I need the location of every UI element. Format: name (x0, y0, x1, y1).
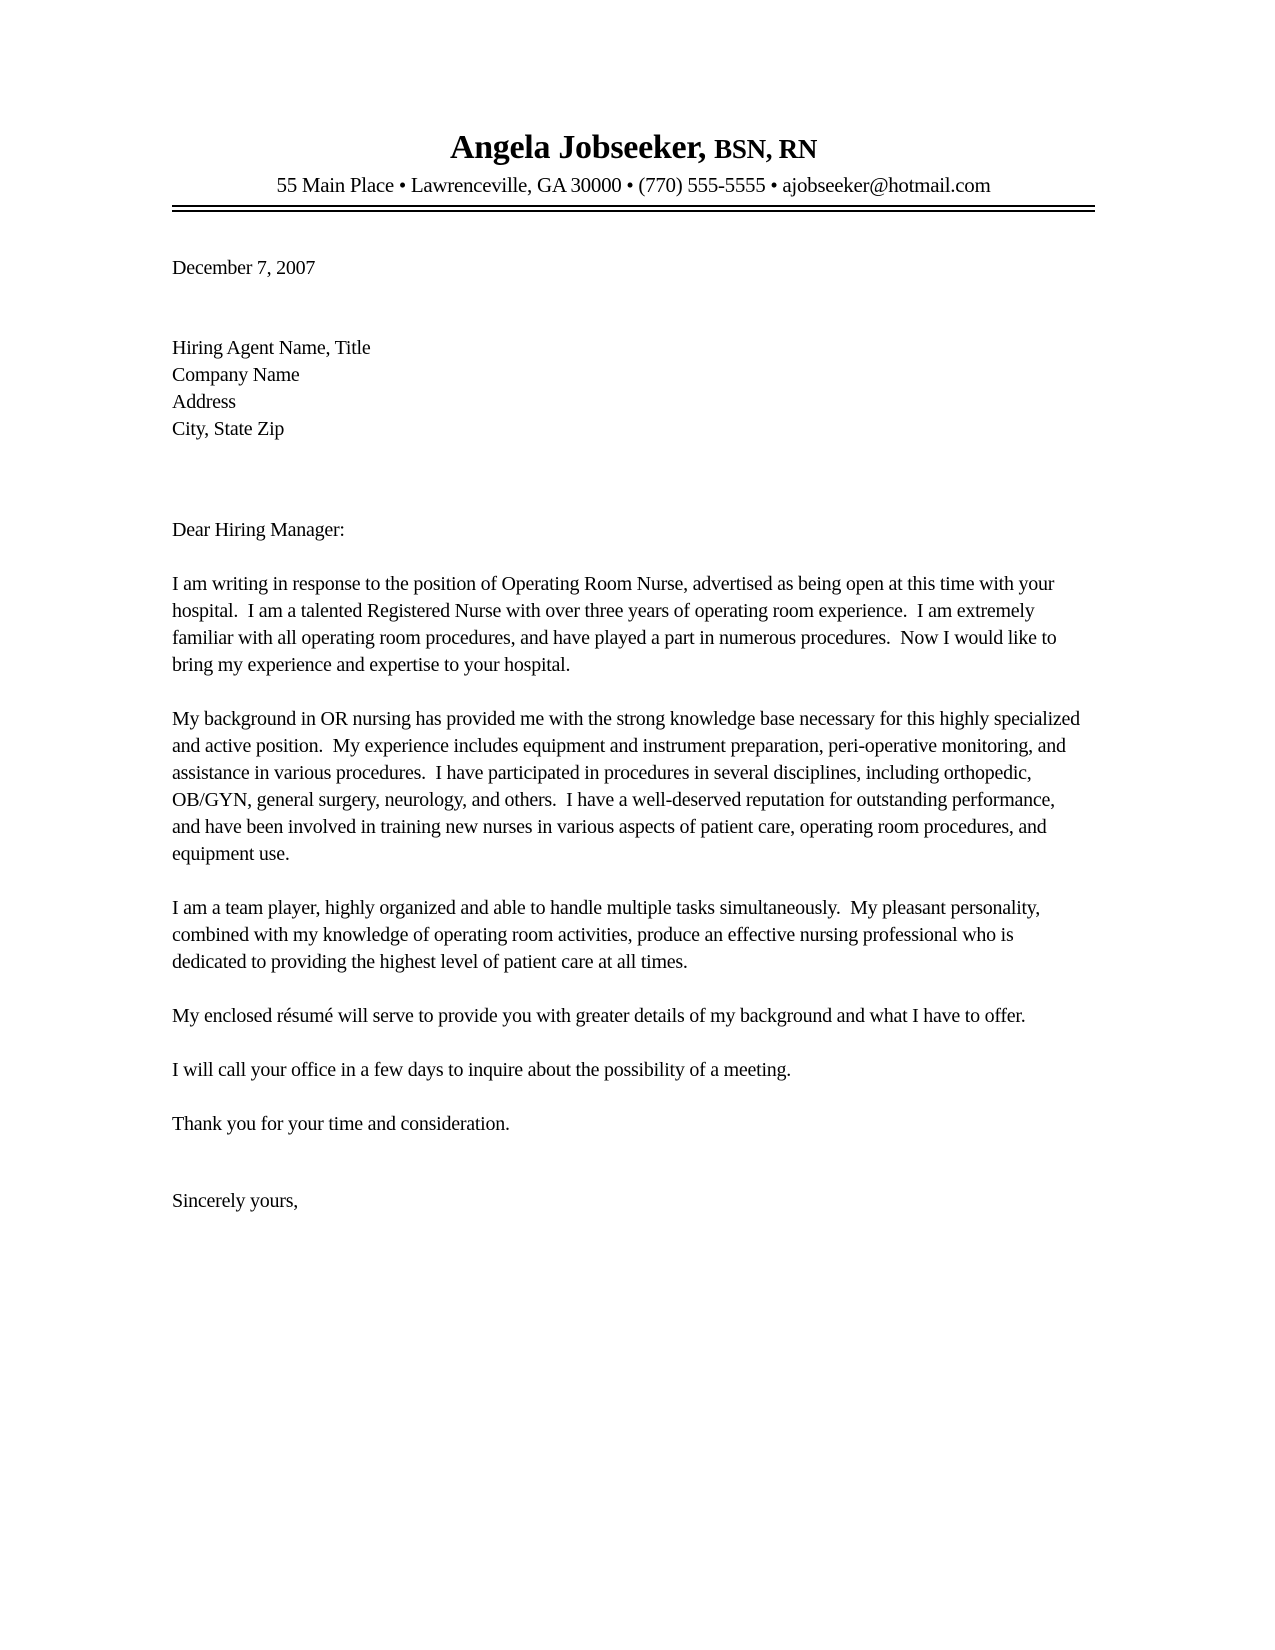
letter-paragraph: I will call your office in a few days to inquire about the possibility of a meeting. (172, 1058, 792, 1081)
recipient-line: Address (172, 390, 236, 413)
recipient-line: Hiring Agent Name, Title (172, 336, 371, 359)
header-divider (172, 205, 1095, 212)
letter-paragraph: My enclosed résumé will serve to provide you with greater details of my background and what I have to offer. (172, 1004, 1026, 1027)
contact-line: 55 Main Place • Lawrenceville, GA 30000 • (770) 555-5555 • ajobseeker@hotmail.com (276, 172, 991, 197)
date-line: December 7, 2007 (172, 256, 316, 279)
salutation: Dear Hiring Manager: (172, 518, 345, 541)
closing-line: Sincerely yours, (172, 1189, 298, 1212)
recipient-line: City, State Zip (172, 417, 285, 440)
recipient-block (172, 335, 1084, 443)
letterhead (172, 128, 1095, 212)
letter-paragraph: I am writing in response to the position of Operating Room Nurse, advertised as being open at this time with your hospital. I am a talented Registered Nurse with over three years of operating room experience. I am extremely familiar with all operating room procedures, and have played a part in numerous procedures. Now I would like to bring my experience and expertise to your hospital. (172, 572, 1062, 676)
letter-paragraph: Thank you for your time and consideration. (172, 1112, 510, 1135)
letterhead-name-line (172, 128, 1095, 169)
applicant-credentials: BSN, RN (714, 134, 818, 164)
recipient-line: Company Name (172, 363, 300, 386)
applicant-name: Angela Jobseeker, (449, 129, 707, 166)
letter-body (172, 255, 1084, 1215)
letter-paragraph: My background in OR nursing has provided me with the strong knowledge base necessary for this highly specialized and active position. My experience includes equipment and instrument preparation, peri-operative monitoring, and assistance in various procedures. I have participated in procedures in several disciplines, including orthopedic, OB/GYN, general surgery, neurology, and others. I have a well-deserved reputation for outstanding performance, and have been involved in training new nurses in various aspects of patient care, operating room procedures, and equipment use. (172, 707, 1085, 865)
letter-paragraph: I am a team player, highly organized and able to handle multiple tasks simultaneously. My pleasant personality, combined with my knowledge of operating room activities, produce an effective nursing professional who is dedicated to providing the highest level of patient care at all times. (172, 896, 1045, 973)
